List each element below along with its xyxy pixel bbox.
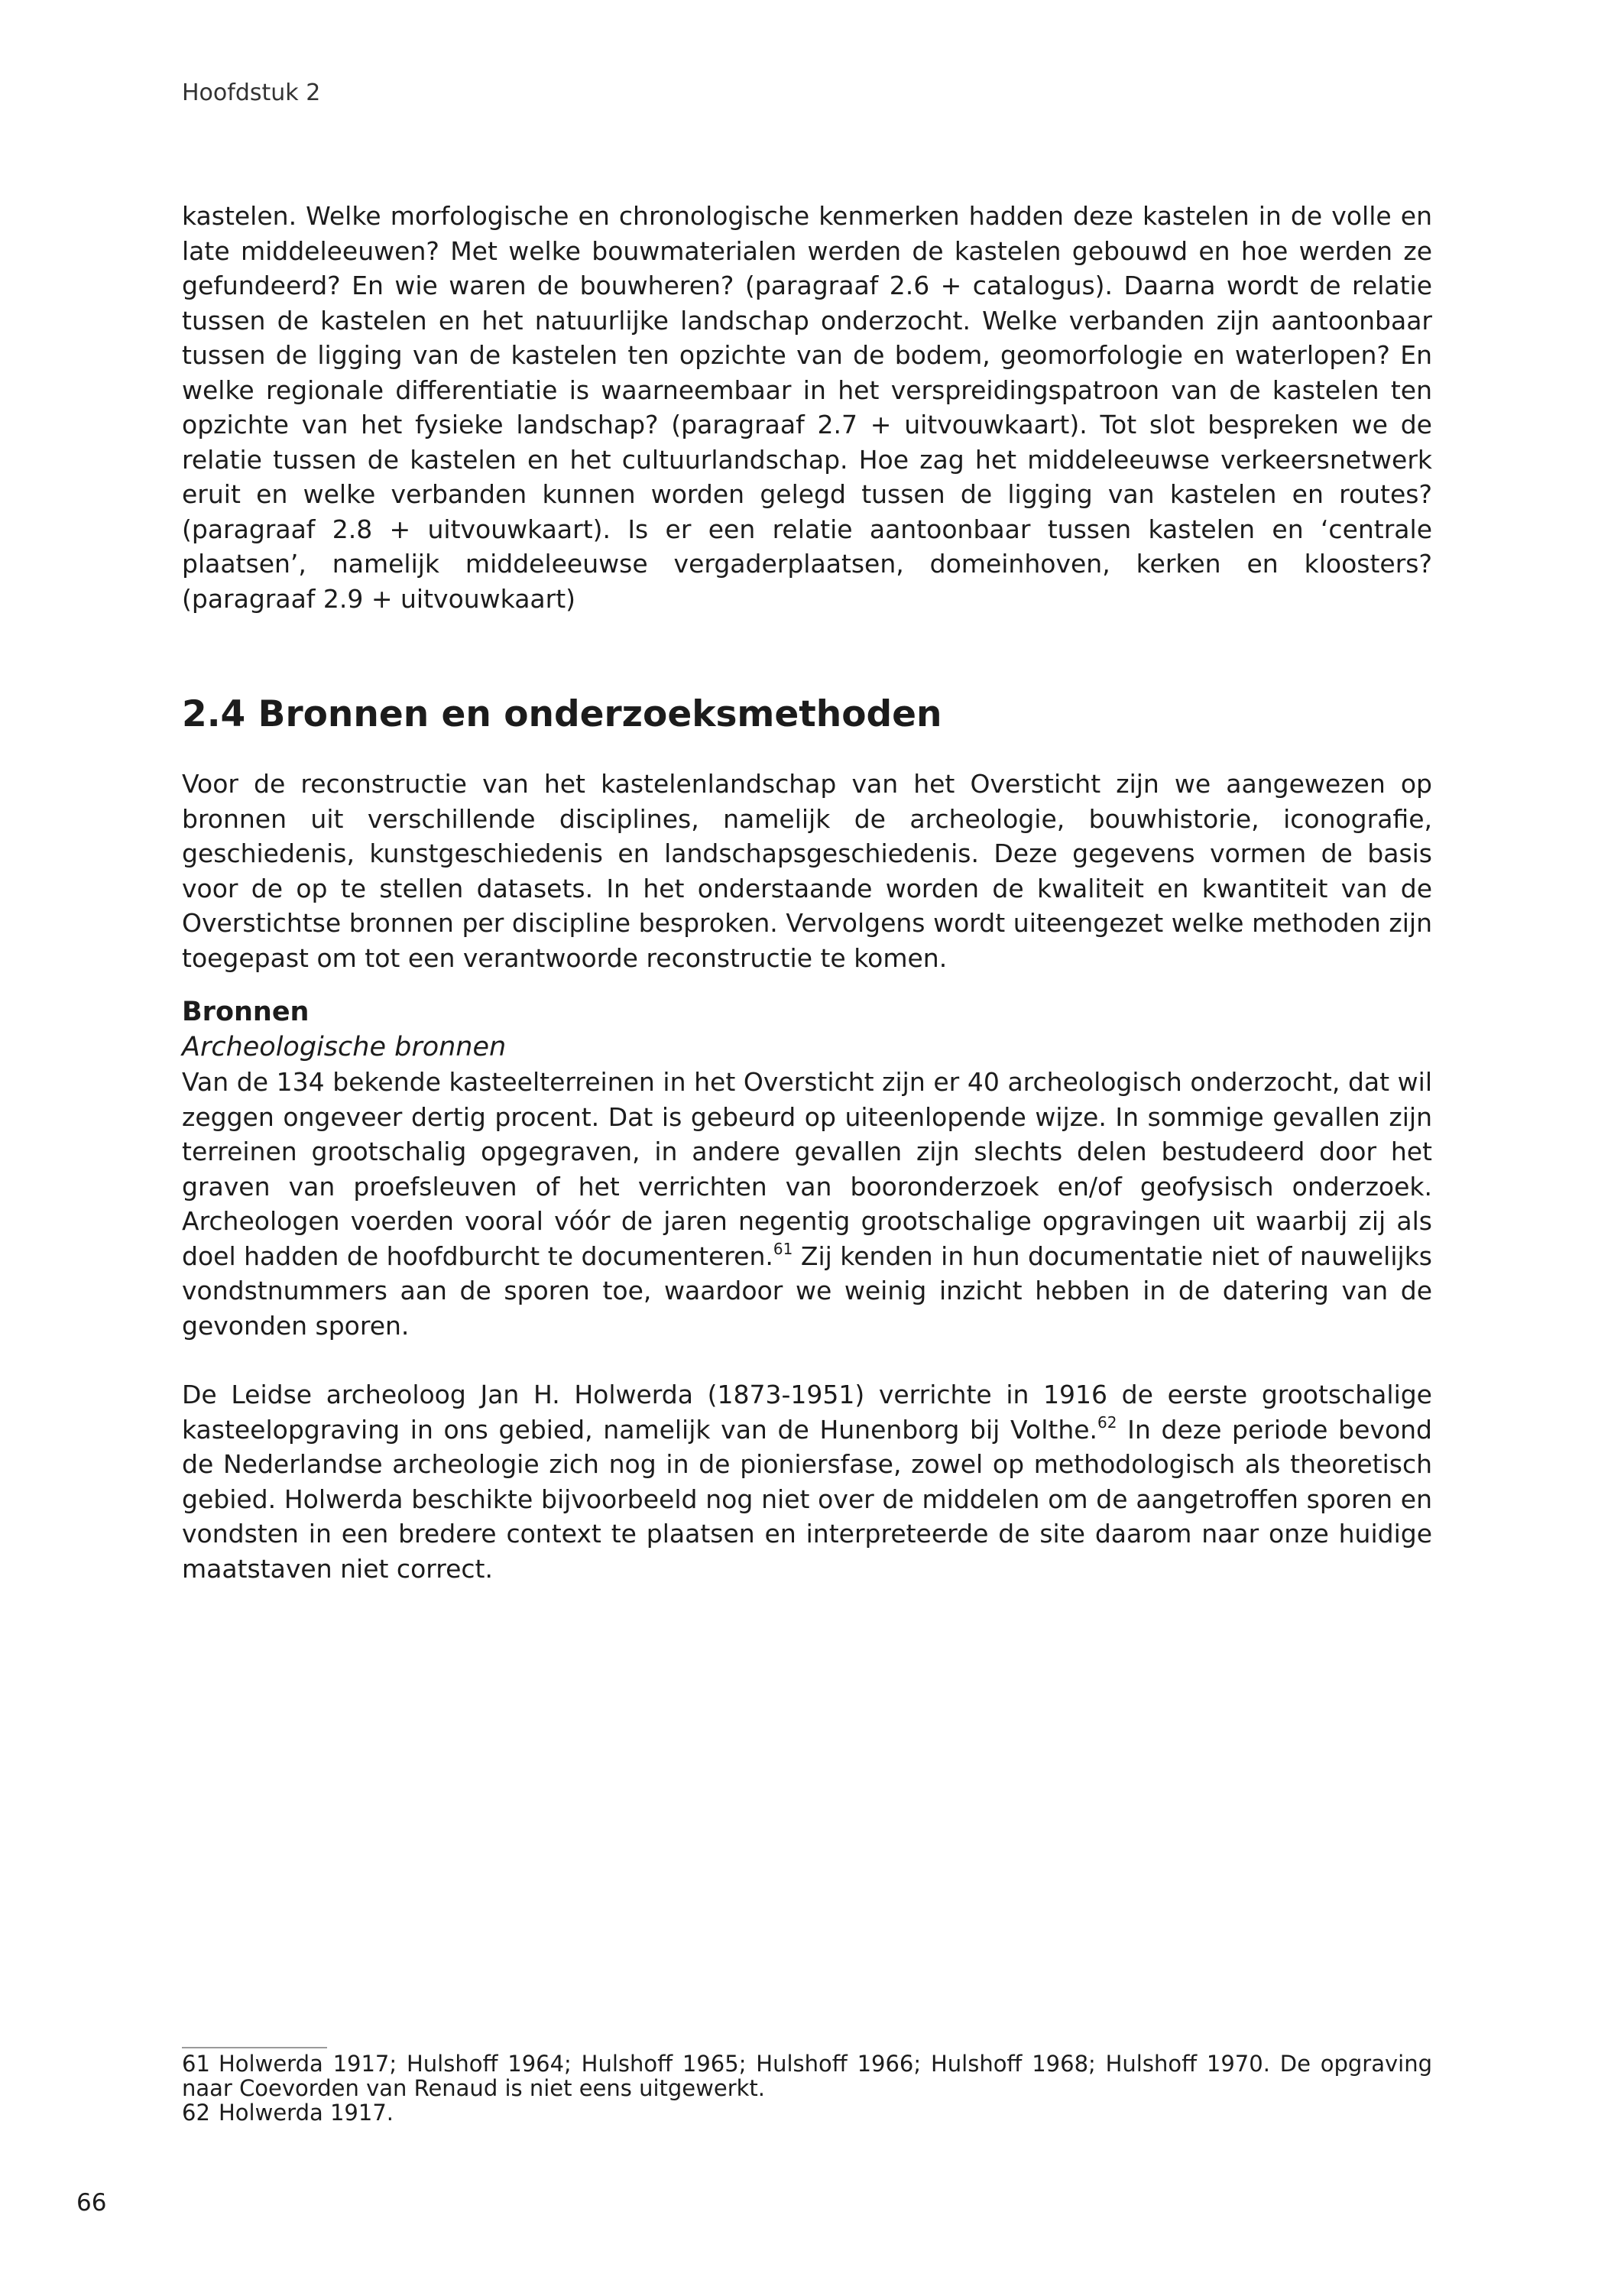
- footnote-text: Holwerda 1917.: [219, 2100, 394, 2126]
- footnote-number: 61: [182, 2051, 210, 2077]
- intro-paragraph: kastelen. Welke morfologische en chronologische kenmerken hadden deze kastelen in de volle en late middeleeuwen? Met welke bouwmaterialen werden de kastelen gebouwd en hoe werden ze gefundeerd? En wie waren de bouwheren? (paragraaf 2.6 + catalogus). Daarna wordt de relatie tussen de kastelen en het natuurlijke landschap onderzocht. Welke verbanden zijn aantoonbaar tussen de ligging van de kastelen ten opzichte van de bodem, geomorfologie en waterlopen? En welke regionale differentiatie is waarneembaar in het verspreidingspatroon van de kastelen ten opzichte van het fysieke landschap? (paragraaf 2.7 + uitvouwkaart). Tot slot bespreken we de relatie tussen de kastelen en het cultuurlandschap. Hoe zag het middeleeuwse verkeersnetwerk eruit en welke verbanden kunnen worden gelegd tussen de ligging van kastelen en routes? (paragraaf 2.8 + uitvouwkaart). Is er een relatie aantoonbaar tussen kastelen en ‘centrale plaatsen’, namelijk middeleeuwse vergaderplaatsen, domeinhoven, kerken en kloosters? (paragraaf 2.9 + uitvouwkaart): [182, 201, 1432, 614]
- page-number: 66: [76, 2189, 107, 2217]
- paragraph-text: Zij kenden in hun documentatie niet of nauwelijks vondstnummers aan de sporen toe, waardoor we weinig inzicht hebben in de datering van de gevonden sporen.: [182, 1241, 1432, 1341]
- footnote-61: [182, 2051, 1432, 2100]
- paragraph-text: De Leidse archeoloog Jan H. Holwerda (1873-1951) verrichte in 1916 de eerste grootschalige kasteelopgraving in ons gebied, namelijk van de Hunenborg bij Volthe.: [182, 1380, 1432, 1445]
- footnote-divider: [182, 2047, 327, 2048]
- footnote-text: Holwerda 1917; Hulshoff 1964; Hulshoff 1965; Hulshoff 1966; Hulshoff 1968; Hulshoff 1970. De opgraving naar Coevorden van Renaud is niet eens uitgewerkt.: [182, 2051, 1432, 2101]
- footnote-62: [182, 2100, 1432, 2125]
- subheading-archeologische-bronnen: Archeologische bronnen: [182, 1031, 507, 1062]
- archaeology-paragraph-1: [182, 1065, 1432, 1343]
- footnote-ref-61[interactable]: 61: [773, 1239, 793, 1258]
- archaeology-paragraph-2: [182, 1377, 1432, 1586]
- intro-block: [182, 199, 1432, 616]
- footnotes: [182, 2051, 1432, 2125]
- footnote-number: 62: [182, 2100, 210, 2126]
- running-header: Hoofdstuk 2: [182, 79, 321, 106]
- paragraph-text: Van de 134 bekende kasteelterreinen in het Oversticht zijn er 40 archeologisch onderzocht, dat wil zeggen ongeveer dertig procent. Dat is gebeurd op uiteenlopende wijze. In sommige gevallen zijn terreinen grootschalig opgegraven, in andere gevallen zijn slechts delen bestudeerd door het graven van proefsleuven of het verrichten van booronderzoek en/of geofysisch onderzoek. Archeologen voerden vooral vóór de jaren negentig grootschalige opgravingen uit waarbij zij als doel hadden de hoofdburcht te documenteren.: [182, 1067, 1432, 1271]
- paragraph-text: In deze periode bevond de Nederlandse archeologie zich nog in de pioniersfase, zowel op methodologisch als theoretisch gebied. Holwerda beschikte bijvoorbeeld nog niet over de middelen om de aangetroffen sporen en vondsten in een bredere context te plaatsen en interpreteerde de site daarom naar onze huidige maatstaven niet correct.: [182, 1414, 1432, 1584]
- section-2-4: [182, 692, 1432, 1586]
- subheading-bronnen: Bronnen: [182, 997, 310, 1027]
- section-intro-paragraph: Voor de reconstructie van het kastelenlandschap van het Oversticht zijn we aangewezen op bronnen uit verschillende disciplines, namelijk de archeologie, bouwhistorie, iconografie, geschiedenis, kunstgeschiedenis en landschapsgeschiedenis. Deze gegevens vormen de basis voor de op te stellen datasets. In het onderstaande worden de kwaliteit en kwantiteit van de Overstichtse bronnen per discipline besproken. Vervolgens wordt uiteengezet welke methoden zijn toegepast om tot een verantwoorde reconstructie te komen.: [182, 769, 1432, 973]
- section-heading: 2.4 Bronnen en onderzoeksmethoden: [182, 693, 942, 735]
- footnote-ref-62[interactable]: 62: [1097, 1412, 1117, 1432]
